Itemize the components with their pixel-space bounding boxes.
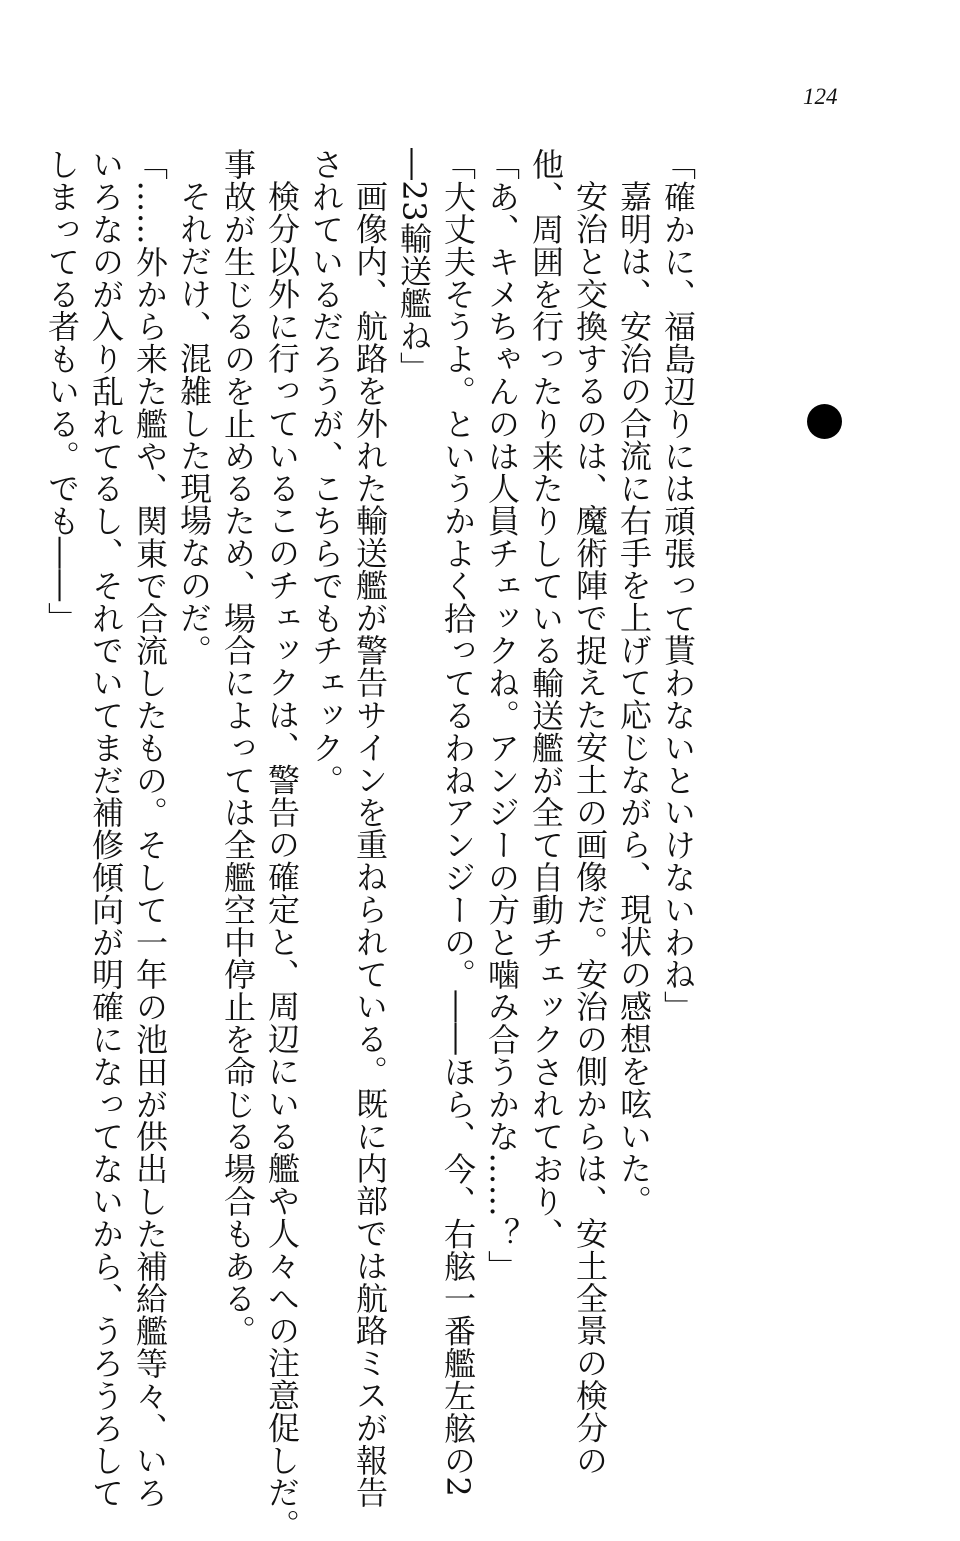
text-line: 「大丈夫そうよ。というかよく拾ってるわねアンジーの。――ほら、今、右舷一番艦左舷の2: [439, 148, 477, 1498]
text-line: 「確かに、福島辺りには頑張って貰わないといけないわね」: [659, 148, 697, 1023]
text-line: されているだろうが、こちらでもチェック。: [307, 148, 345, 796]
text-line: ―23輸送艦ね」: [395, 148, 433, 384]
text-line: 「……外から来た艦や、関東で合流したもの。そして一年の池田が供出した補給艦等々、いろ: [131, 148, 169, 1509]
text-line: 画像内、航路を外れた輸送艦が警告サインを重ねられている。既に内部では航路ミスが報告: [351, 180, 389, 1509]
text-line: それだけ、混雑した現場なのだ。: [175, 180, 213, 666]
page-number: 124: [803, 84, 838, 109]
text-line: 事故が生じるのを止めるため、場合によっては全艦空中停止を命じる場合もある。: [219, 148, 257, 1347]
text-line: 嘉明は、安治の合流に右手を上げて応じながら、現状の感想を呟いた。: [615, 180, 653, 1217]
vertical-text-body: [43, 148, 700, 1541]
section-break-dot: [807, 404, 842, 439]
text-line: いろなのが入り乱れてるし、それでいてまだ補修傾向が明確になってないから、うろうろして: [87, 148, 125, 1509]
text-line: 「あ、キメちゃんのは人員チェックね。アンジーの方と噛み合うかな……？」: [483, 148, 521, 1282]
text-line: 他、周囲を行ったり来たりしている輸送艦が全て自動チェックされており、: [527, 148, 565, 1250]
text-line: 検分以外に行っているこのチェックは、警告の確定と、周辺にいる艦や人々への注意促しだ。: [263, 180, 301, 1541]
text-line: 安治と交換するのは、魔術陣で捉えた安土の画像だ。安治の側からは、安土全景の検分の: [571, 180, 609, 1476]
text-line: しまってる者もいる。でも――」: [43, 148, 81, 634]
